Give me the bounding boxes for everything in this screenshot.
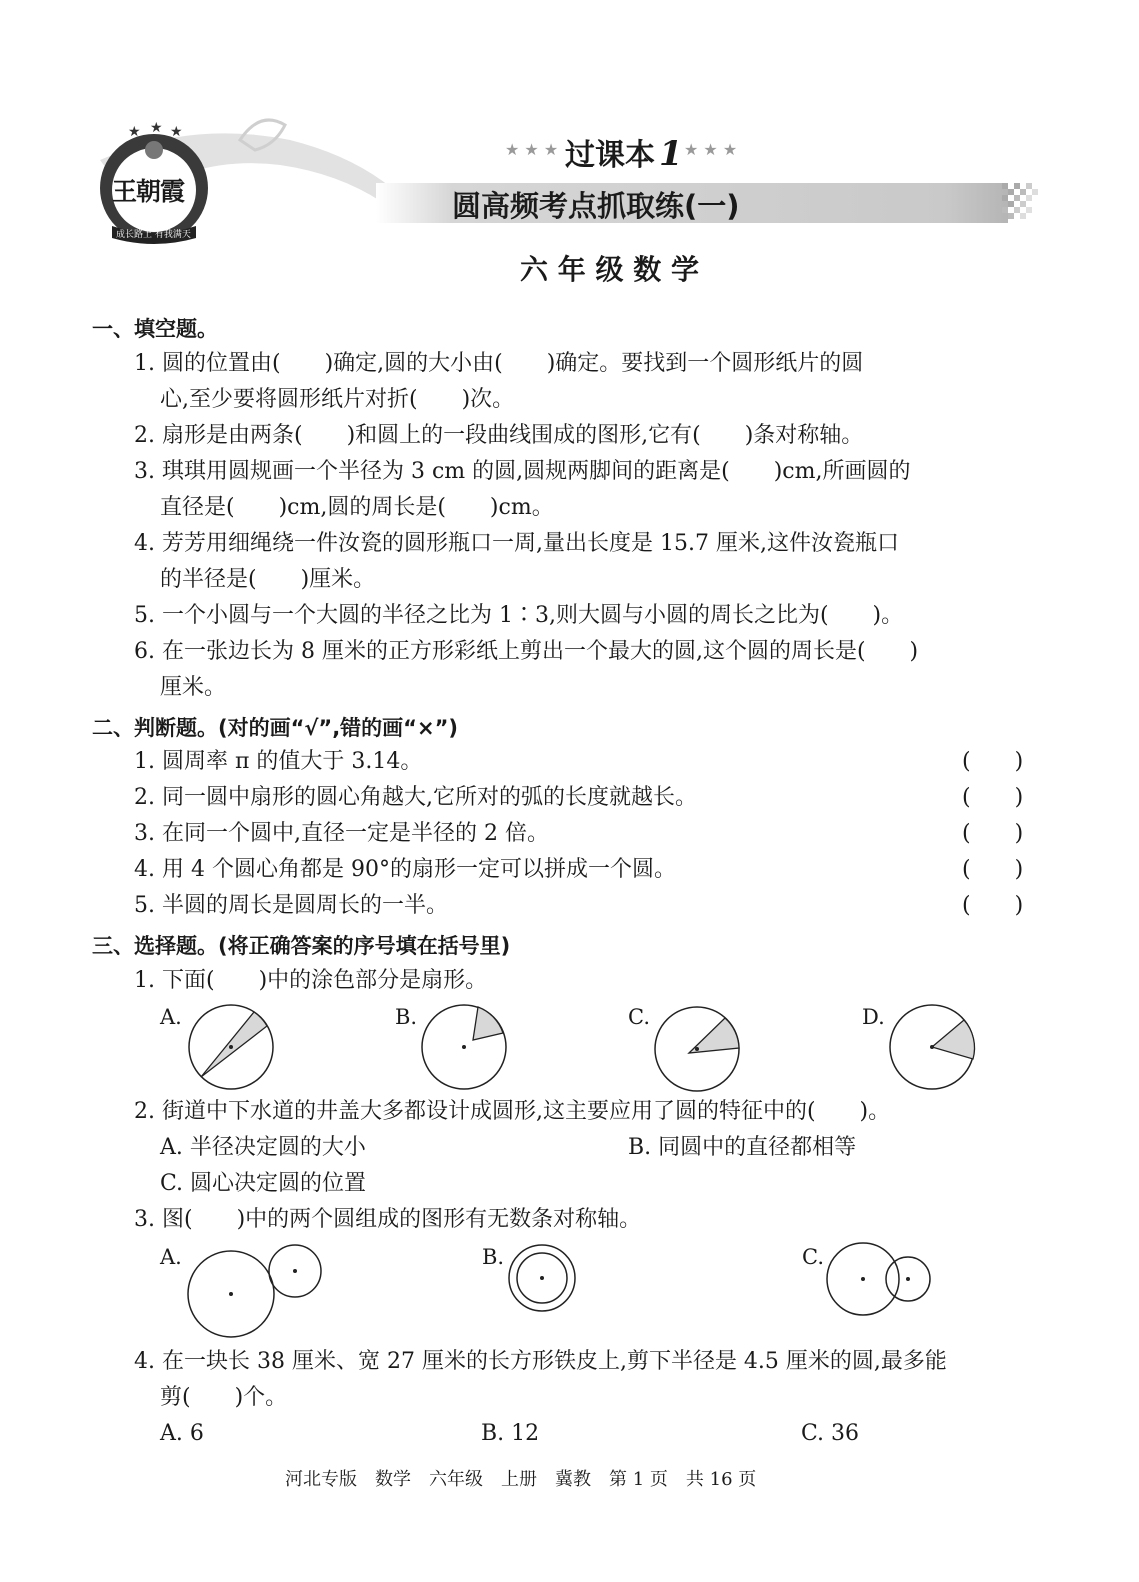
s1-line-5: 直径是( )cm,圆的周长是( )cm。 bbox=[160, 495, 554, 520]
section1-heading: 一、填空题。 bbox=[92, 317, 218, 341]
q1-figure-d bbox=[890, 1005, 980, 1095]
s2-item-3: 3. 在同一个圆中,直径一定是半径的 2 倍。 bbox=[134, 821, 549, 846]
q4-option-a: A. 6 bbox=[160, 1421, 204, 1446]
s2-item-2: 2. 同一圆中扇形的圆心角越大,它所对的弧的长度就越长。 bbox=[134, 785, 697, 810]
s1-line-4: 3. 琪琪用圆规画一个半径为 3 cm 的圆,圆规两脚间的距离是( )cm,所画圆的 bbox=[134, 459, 911, 484]
s1-line-7: 的半径是( )厘米。 bbox=[160, 567, 376, 592]
s2-item-4: 4. 用 4 个圆心角都是 90°的扇形一定可以拼成一个圆。 bbox=[134, 857, 676, 882]
s2-answer-4: ( ) bbox=[962, 857, 1024, 882]
svg-text:★: ★ bbox=[170, 124, 183, 140]
series-stars-right: ★ ★ ★ bbox=[684, 140, 738, 159]
s3-q4-line-1: 4. 在一块长 38 厘米、宽 27 厘米的长方形铁皮上,剪下半径是 4.5 厘米的圆,最多能 bbox=[134, 1349, 947, 1374]
q1-label-a: A. bbox=[160, 1005, 182, 1029]
s2-item-5: 5. 半圆的周长是圆周长的一半。 bbox=[134, 893, 448, 918]
s3-q1-text: 1. 下面( )中的涂色部分是扇形。 bbox=[134, 968, 488, 993]
logo bbox=[98, 120, 210, 248]
s2-item-1: 1. 圆周率 π 的值大于 3.14。 bbox=[134, 749, 423, 774]
s3-q3-text: 3. 图( )中的两个圆组成的图形有无数条对称轴。 bbox=[134, 1207, 642, 1232]
page-title: 圆高频考点抓取练(一) bbox=[452, 189, 740, 223]
series-text: 过课本 bbox=[565, 138, 655, 173]
series-label bbox=[565, 130, 683, 174]
series-number: 1 bbox=[659, 134, 683, 174]
q4-option-c: C. 36 bbox=[801, 1421, 860, 1446]
q3-label-c: C. bbox=[802, 1245, 824, 1269]
s3-q4-line-2: 剪( )个。 bbox=[160, 1385, 288, 1410]
s1-line-6: 4. 芳芳用细绳绕一件汝瓷的圆形瓶口一周,量出长度是 15.7 厘米,这件汝瓷瓶口 bbox=[134, 531, 899, 556]
q4-option-b: B. 12 bbox=[481, 1421, 540, 1446]
q3-label-b: B. bbox=[482, 1245, 505, 1269]
q1-label-c: C. bbox=[628, 1005, 650, 1029]
q3-figure-b bbox=[506, 1244, 586, 1324]
q1-figure-a bbox=[187, 1005, 277, 1095]
svg-text:★: ★ bbox=[128, 124, 141, 140]
page-footer: 河北专版 数学 六年级 上册 冀教 第 1 页 共 16 页 bbox=[285, 1469, 757, 1490]
q2-option-b: B. 同圆中的直径都相等 bbox=[628, 1135, 857, 1160]
series-stars-left: ★ ★ ★ bbox=[505, 140, 559, 159]
s2-answer-1: ( ) bbox=[962, 749, 1024, 774]
s3-q2-text: 2. 街道中下水道的井盖大多都设计成圆形,这主要应用了圆的特征中的( )。 bbox=[134, 1099, 891, 1124]
title-band-pattern bbox=[1002, 183, 1038, 223]
q1-figure-c bbox=[655, 1005, 745, 1095]
s2-answer-2: ( ) bbox=[962, 785, 1024, 810]
section3-heading: 三、选择题。(将正确答案的序号填在括号里) bbox=[92, 934, 511, 958]
subject-subtitle: 六 年 级 数 学 bbox=[520, 253, 699, 286]
s1-line-10: 厘米。 bbox=[160, 675, 227, 700]
q3-figure-a bbox=[185, 1245, 325, 1345]
s1-line-3: 2. 扇形是由两条( )和圆上的一段曲线围成的图形,它有( )条对称轴。 bbox=[134, 423, 864, 448]
logo-slogan: 成长路上 有我满天 bbox=[116, 230, 191, 240]
q3-label-a: A. bbox=[160, 1245, 182, 1269]
svg-text:★: ★ bbox=[150, 120, 163, 136]
s1-line-8: 5. 一个小圆与一个大圆的半径之比为 1∶3,则大圆与小圆的周长之比为( )。 bbox=[134, 603, 904, 628]
q3-figure-c bbox=[826, 1243, 936, 1323]
logo-text: 王朝霞 bbox=[112, 177, 185, 206]
s1-line-9: 6. 在一张边长为 8 厘米的正方形彩纸上剪出一个最大的圆,这个圆的周长是( ) bbox=[134, 639, 919, 664]
q1-label-b: B. bbox=[395, 1005, 418, 1029]
q2-option-a: A. 半径决定圆的大小 bbox=[160, 1135, 366, 1160]
s1-line-2: 心,至少要将圆形纸片对折( )次。 bbox=[160, 387, 515, 412]
s1-line-1: 1. 圆的位置由( )确定,圆的大小由( )确定。要找到一个圆形纸片的圆 bbox=[134, 351, 864, 376]
q1-label-d: D. bbox=[862, 1005, 885, 1029]
s2-answer-3: ( ) bbox=[962, 821, 1024, 846]
q1-figure-b bbox=[421, 1005, 511, 1095]
q2-option-c: C. 圆心决定圆的位置 bbox=[160, 1171, 367, 1196]
s2-answer-5: ( ) bbox=[962, 893, 1024, 918]
section2-heading: 二、判断题。(对的画“√”,错的画“×”) bbox=[92, 716, 458, 740]
